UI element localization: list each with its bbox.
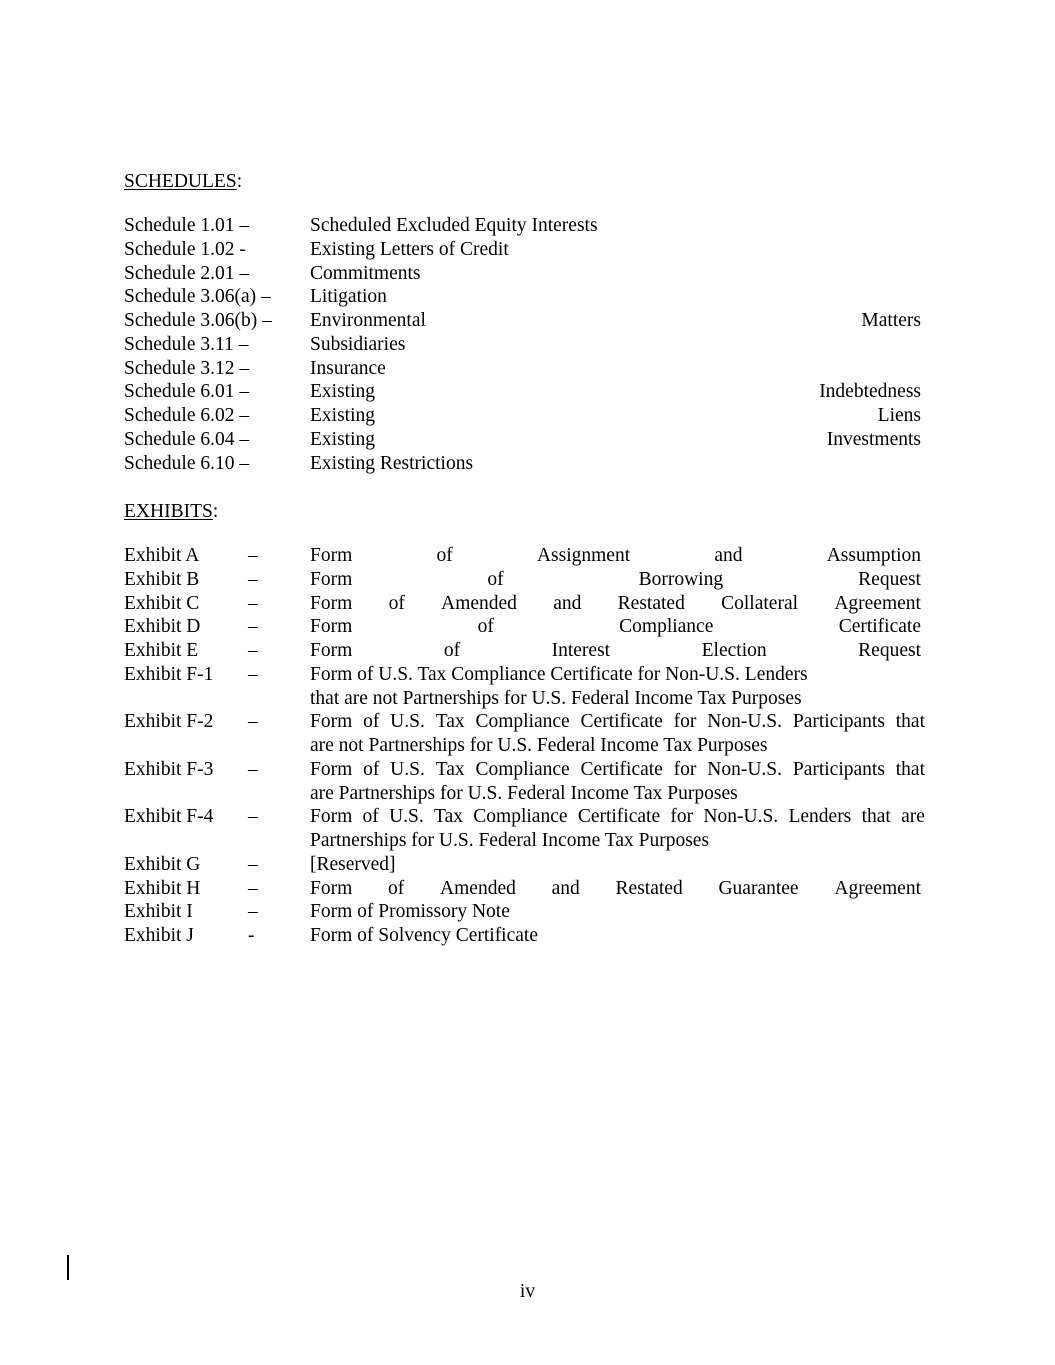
exhibit-row (124, 639, 925, 663)
schedule-row (124, 357, 921, 381)
revision-margin-bar (67, 1255, 69, 1280)
exhibit-description-word: Election (701, 640, 767, 661)
exhibit-description-word: U.S. (390, 711, 425, 733)
exhibit-code: Exhibit F-1 (124, 663, 214, 685)
exhibits-heading-colon: : (212, 501, 219, 522)
exhibit-description-line (310, 734, 925, 758)
exhibit-row (124, 592, 925, 616)
schedule-description-word: Existing (310, 405, 376, 426)
schedule-row (124, 285, 921, 309)
exhibit-description-word: are Partnerships for U.S. Federal Income Tax Purposes (310, 782, 738, 804)
exhibit-description-line (310, 853, 921, 877)
exhibit-description-word: Form of Solvency Certificate (310, 925, 538, 946)
schedule-description (310, 238, 921, 262)
exhibit-description-word: of (436, 545, 453, 566)
exhibit-description-word: Non-U.S. (707, 711, 783, 733)
schedule-description-word: Indebtedness (819, 381, 921, 403)
schedule-row (124, 333, 921, 357)
exhibit-description-word: of (443, 640, 461, 661)
exhibit-description-word: of (388, 877, 405, 899)
schedule-description (310, 428, 921, 452)
exhibit-description-word: Form of Promissory Note (310, 901, 510, 923)
exhibit-dash: – (248, 663, 258, 685)
exhibit-description-word: Form (310, 568, 353, 590)
exhibit-description-word: Non-U.S. (707, 758, 783, 780)
exhibit-description-line (310, 900, 921, 924)
exhibit-code: Exhibit F-4 (124, 806, 214, 828)
exhibit-row (124, 615, 925, 639)
exhibit-code: Exhibit G (124, 853, 201, 875)
exhibit-description-word: that (861, 806, 891, 828)
exhibit-row (124, 924, 925, 948)
exhibit-row (124, 805, 925, 853)
schedule-description-word: Liens (877, 405, 921, 426)
exhibit-description-word: Interest (551, 640, 611, 661)
exhibit-description-word: Participants (792, 711, 885, 733)
page-number: iv (519, 1281, 536, 1302)
exhibit-description-word: Certificate (580, 711, 663, 733)
schedules-heading (124, 170, 242, 194)
schedule-row (124, 404, 921, 428)
exhibit-dash: – (248, 545, 258, 566)
schedule-description (310, 404, 921, 428)
exhibit-description-word: Agreement (834, 877, 921, 899)
schedule-description-word: Scheduled Excluded Equity Interests (310, 215, 598, 236)
exhibit-code: Exhibit H (124, 877, 201, 899)
exhibit-description-word: of (363, 758, 380, 780)
exhibit-dash: – (248, 568, 258, 590)
exhibit-row (124, 758, 925, 806)
exhibit-description-word: Amended (441, 592, 517, 614)
schedule-description (310, 309, 921, 333)
exhibit-description-word: Compliance (473, 806, 568, 828)
exhibit-description-line (310, 687, 921, 711)
exhibit-row (124, 900, 925, 924)
exhibit-dash: – (248, 853, 258, 875)
schedule-description (310, 262, 921, 286)
exhibit-description-line (310, 710, 925, 734)
exhibit-description-word: Compliance (619, 616, 714, 638)
exhibit-description (310, 663, 921, 711)
exhibit-description-line (310, 829, 925, 853)
exhibit-description-word: Form (310, 806, 353, 828)
exhibit-description-word: Partnerships for U.S. Federal Income Tax Purposes (310, 830, 710, 851)
exhibit-code: Exhibit I (124, 901, 193, 923)
exhibit-description-word: Guarantee (718, 877, 799, 899)
schedule-code: Schedule 1.01 – (124, 215, 250, 236)
exhibit-description (310, 592, 921, 616)
exhibit-description-word: are (901, 806, 925, 828)
exhibit-description (310, 924, 921, 948)
exhibits-heading (124, 500, 218, 524)
exhibit-description-word: of (363, 711, 380, 733)
exhibit-description-word: Request (858, 640, 921, 661)
exhibit-description-word: Assignment (536, 545, 631, 566)
exhibit-description-word: Certificate (580, 758, 663, 780)
exhibit-description-word: are not Partnerships for U.S. Federal Income Tax Purposes (310, 735, 768, 756)
exhibit-description-word: Tax (435, 711, 465, 733)
schedule-row (124, 380, 921, 404)
exhibit-description (310, 805, 925, 853)
exhibit-description-word: Form of U.S. Tax Compliance Certificate for Non-U.S. Lenders (310, 663, 808, 685)
schedule-code: Schedule 2.01 – (124, 262, 250, 284)
exhibit-description-line (310, 615, 921, 639)
exhibit-description-word: Participants (792, 758, 885, 780)
exhibit-description-word: Form (310, 711, 353, 733)
exhibit-row (124, 544, 925, 568)
exhibits-heading-text: EXHIBITS (124, 501, 213, 522)
exhibit-description-word: Borrowing (638, 568, 724, 590)
exhibit-description-word: Tax (434, 806, 464, 828)
exhibit-description-word: Request (858, 568, 921, 590)
exhibit-description-word: of (362, 806, 379, 828)
exhibit-description-word: and (551, 877, 580, 899)
schedules-list (124, 214, 921, 475)
exhibit-code: Exhibit C (124, 592, 200, 614)
schedule-description-word: Matters (861, 310, 921, 331)
exhibit-description-line (310, 924, 921, 948)
exhibit-row (124, 853, 925, 877)
schedule-description (310, 214, 921, 238)
exhibit-code: Exhibit F-3 (124, 758, 214, 780)
exhibit-description-word: Agreement (834, 592, 921, 614)
exhibit-dash: – (248, 758, 258, 780)
exhibit-description-word: and (553, 592, 582, 614)
exhibit-description-word: of (388, 592, 405, 614)
schedule-row (124, 238, 921, 262)
exhibit-description-word: and (714, 545, 743, 566)
exhibit-dash: - (248, 925, 255, 946)
exhibit-description (310, 639, 921, 663)
exhibit-description-line (310, 877, 921, 901)
exhibit-description-word: Tax (435, 758, 465, 780)
exhibit-description-word: that (895, 758, 925, 780)
schedule-description (310, 285, 921, 309)
schedule-description-word: Subsidiaries (310, 333, 406, 355)
exhibit-description-line (310, 592, 921, 616)
exhibit-description (310, 758, 925, 806)
exhibit-description-word: Collateral (721, 592, 799, 614)
exhibit-description (310, 544, 921, 568)
exhibit-description-line (310, 544, 921, 568)
schedule-description-word: Commitments (310, 262, 421, 284)
schedule-description-word: Insurance (310, 357, 386, 379)
exhibit-description-word: Assumption (826, 545, 921, 566)
schedule-code: Schedule 6.04 – (124, 428, 250, 450)
exhibit-code: Exhibit B (124, 568, 200, 590)
exhibit-description-word: Lenders (788, 806, 852, 828)
exhibit-description (310, 877, 921, 901)
exhibit-description-word: Form (310, 758, 353, 780)
exhibit-description-word: Non-U.S. (703, 806, 779, 828)
exhibit-description-word: U.S. (389, 806, 424, 828)
exhibit-description-word: for (673, 711, 697, 733)
schedule-row (124, 309, 921, 333)
exhibit-code: Exhibit A (124, 545, 200, 566)
schedule-code: Schedule 3.11 – (124, 333, 249, 355)
exhibit-description-word: [Reserved] (310, 853, 396, 875)
exhibit-row (124, 877, 925, 901)
exhibit-description-word: that are not Partnerships for U.S. Federal Income Tax Purposes (310, 687, 802, 709)
exhibit-description (310, 900, 921, 924)
schedule-code: Schedule 6.01 – (124, 381, 250, 403)
exhibit-code: Exhibit E (124, 640, 199, 661)
exhibit-description-word: that (895, 711, 925, 733)
schedule-description (310, 452, 921, 476)
exhibit-description-word: Restated (617, 592, 685, 614)
exhibit-description-line (310, 805, 925, 829)
exhibit-code: Exhibit F-2 (124, 711, 214, 733)
schedules-heading-text: SCHEDULES (124, 171, 237, 192)
schedule-description-word: Environmental (310, 310, 426, 331)
exhibit-description-word: Certificate (838, 616, 921, 638)
exhibit-description-word: Amended (440, 877, 516, 899)
exhibit-description-word: U.S. (390, 758, 425, 780)
exhibit-description-word: Form (310, 616, 353, 638)
exhibits-list (124, 544, 925, 948)
exhibit-description-word: for (673, 758, 697, 780)
schedule-row (124, 452, 921, 476)
schedule-description-word: Existing Restrictions (310, 452, 474, 474)
exhibit-dash: – (248, 806, 258, 828)
exhibit-row (124, 710, 925, 758)
schedule-description-word: Investments (826, 428, 921, 450)
exhibit-code: Exhibit J (124, 925, 194, 946)
schedule-description-word: Existing Letters of Credit (310, 238, 509, 260)
schedule-code: Schedule 1.02 - (124, 238, 246, 260)
schedule-row (124, 214, 921, 238)
schedule-code: Schedule 3.06(b) – (124, 310, 272, 331)
exhibit-dash: – (248, 616, 258, 638)
schedule-row (124, 428, 921, 452)
exhibit-description-line (310, 663, 921, 687)
exhibit-dash: – (248, 877, 258, 899)
exhibit-dash: – (248, 901, 258, 923)
schedule-description-word: Litigation (310, 286, 387, 308)
exhibit-description (310, 710, 925, 758)
schedule-row (124, 262, 921, 286)
exhibit-description-word: Restated (615, 877, 683, 899)
exhibit-description-word: Form (310, 877, 353, 899)
schedule-code: Schedule 3.06(a) – (124, 286, 271, 308)
exhibit-dash: – (248, 592, 258, 614)
exhibit-row (124, 663, 925, 711)
schedule-description (310, 357, 921, 381)
schedule-code: Schedule 3.12 – (124, 357, 250, 379)
exhibit-description (310, 615, 921, 639)
schedule-description (310, 333, 921, 357)
exhibit-description (310, 853, 921, 877)
schedule-description (310, 380, 921, 404)
exhibit-code: Exhibit D (124, 616, 201, 638)
exhibit-description-word: for (670, 806, 694, 828)
exhibit-description-word: of (477, 616, 494, 638)
exhibit-dash: – (248, 640, 258, 661)
exhibit-description-line (310, 758, 925, 782)
schedule-description-word: Existing (310, 381, 376, 403)
schedule-description-word: Existing (310, 428, 376, 450)
exhibit-description-word: Compliance (475, 711, 570, 733)
exhibit-description-word: Compliance (475, 758, 570, 780)
exhibit-description-word: of (487, 568, 504, 590)
exhibit-description-line (310, 782, 925, 806)
exhibit-description (310, 568, 921, 592)
exhibit-description-word: Form (310, 640, 353, 661)
exhibit-description-word: Form (310, 592, 353, 614)
exhibit-row (124, 568, 925, 592)
schedule-code: Schedule 6.02 – (124, 405, 250, 426)
exhibit-dash: – (248, 711, 258, 733)
exhibit-description-word: Certificate (577, 806, 661, 828)
exhibit-description-word: Form (310, 545, 353, 566)
schedule-code: Schedule 6.10 – (124, 452, 250, 474)
exhibit-description-line (310, 639, 921, 663)
schedules-heading-colon: : (236, 171, 243, 192)
exhibit-description-line (310, 568, 921, 592)
